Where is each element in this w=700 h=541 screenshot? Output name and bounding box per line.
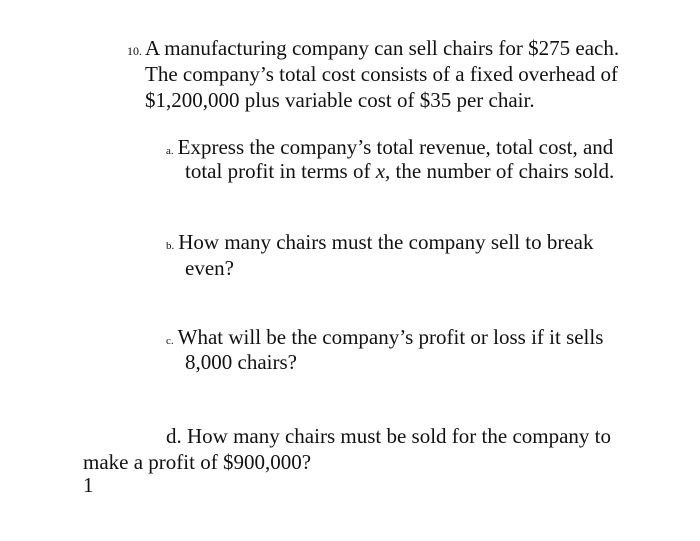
part-b-text-1: How many chairs must the company sell to break [178,230,594,254]
question-10-number: 10. [127,44,142,58]
part-d-line-2: make a profit of $900,000? [83,450,312,474]
part-a-text-2b: , the number of chairs sold. [385,159,615,183]
part-a-text-2a: total profit in terms of [185,159,376,183]
part-c-text-1: What will be the company’s profit or loss if it sells [177,325,604,349]
part-c-marker: c. [166,335,174,347]
part-c-line-2: 8,000 chairs? [185,350,297,374]
part-a-text-1: Express the company’s total revenue, total cost, and [177,135,614,159]
question-10-line-1 [127,35,619,64]
page-number: 1 [83,473,94,497]
part-a-line-2 [185,158,614,184]
question-10-text-1: A manufacturing company can sell chairs for $275 each. [145,36,620,60]
question-10-line-2: The company’s total cost consists of a fixed overhead of [145,62,618,86]
part-a-marker: a. [166,145,174,157]
part-a-variable-x: x [375,159,386,183]
part-d-line-1: d. How many chairs must be sold for the company to [166,424,611,448]
part-b-line-2: even? [185,256,234,280]
question-10-line-3: $1,200,000 plus variable cost of $35 per chair. [145,88,535,112]
part-b-marker: b. [166,240,175,252]
